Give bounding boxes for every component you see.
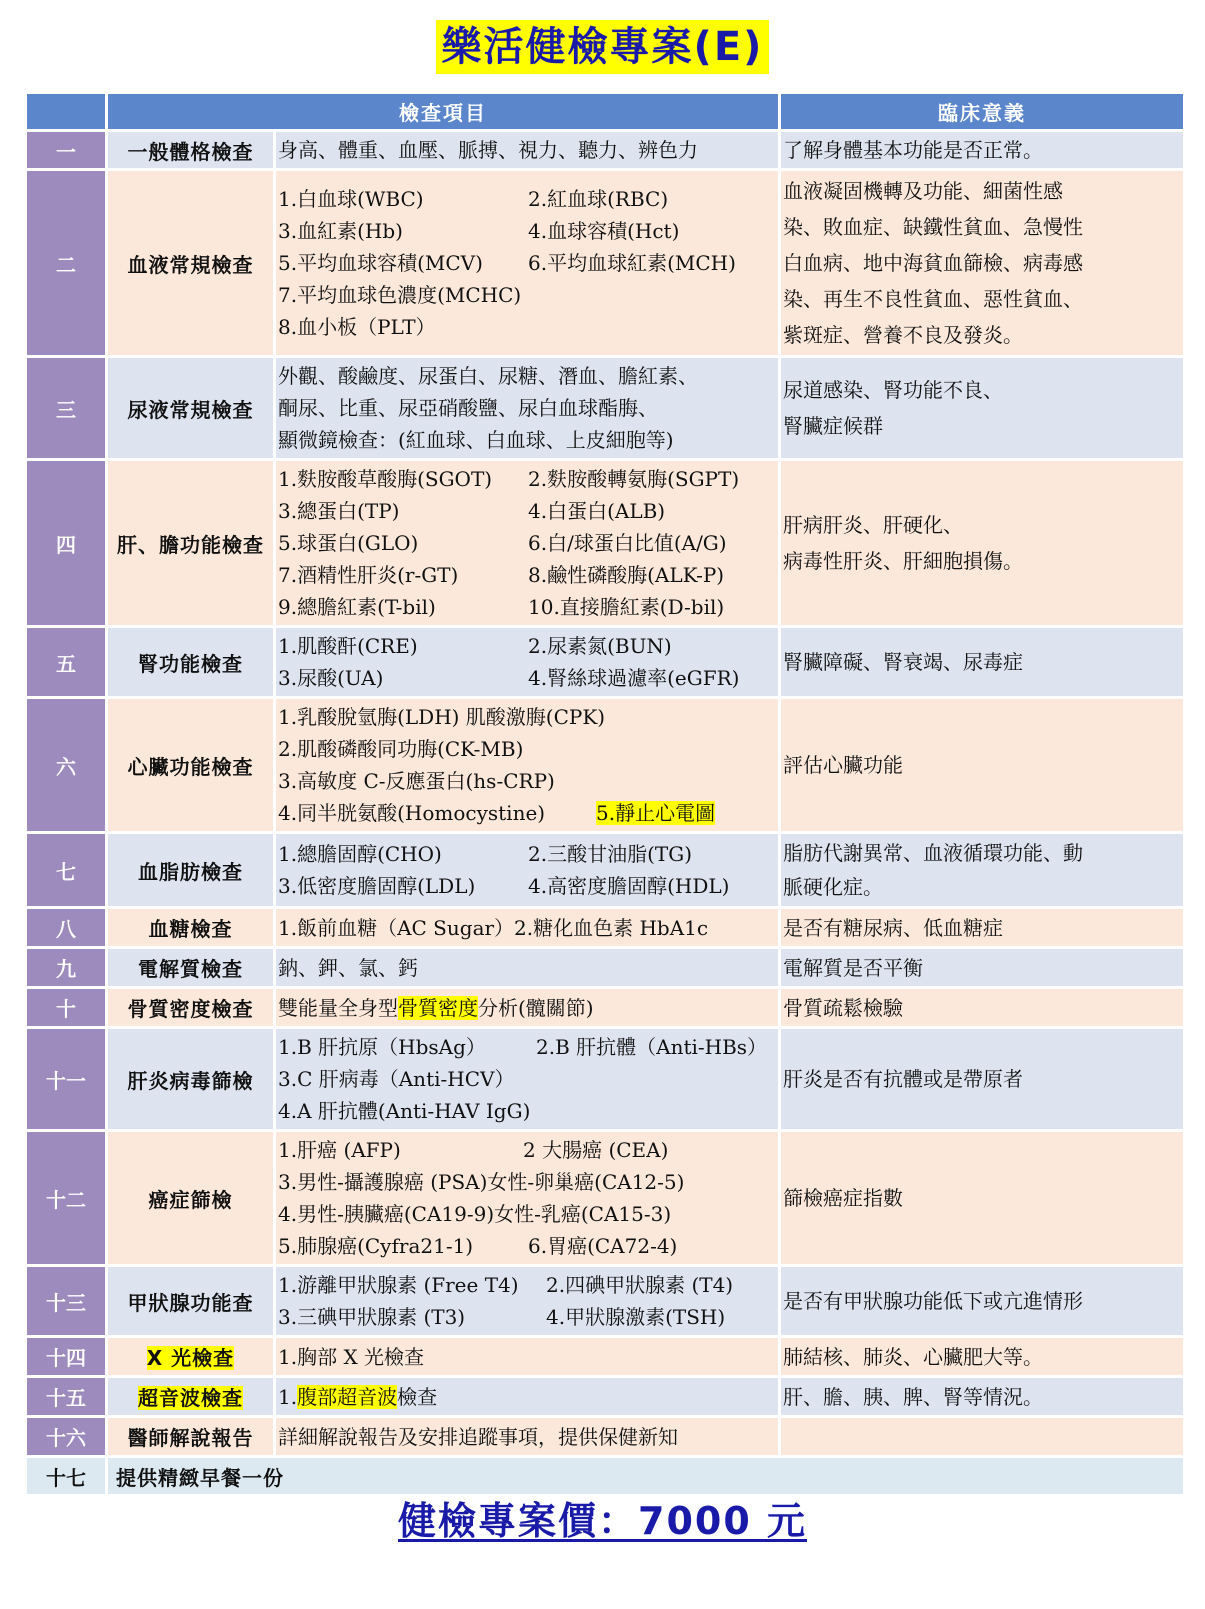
row-number: 四 xyxy=(27,461,105,625)
meaning-line: 是否有糖尿病、低血糖症 xyxy=(783,915,1003,940)
row-items xyxy=(276,1029,778,1129)
page-title: 樂活健檢專案(E) xyxy=(436,20,770,74)
table-row xyxy=(27,171,1183,355)
item-line: 1.總膽固醇(CHO) 2.三酸甘油脂(TG) xyxy=(278,842,693,866)
table-row xyxy=(27,1132,1183,1264)
row-meaning xyxy=(781,834,1183,906)
item-line: 4.同半胱氨酸(Homocystine) 5.靜止心電圖 xyxy=(278,801,716,825)
row-number: 九 xyxy=(27,949,105,986)
table-row xyxy=(27,1458,1183,1494)
row-items xyxy=(276,132,778,168)
item-line: 詳細解說報告及安排追蹤事項，提供保健新知 xyxy=(278,1424,678,1449)
meaning-line: 尿道感染、腎功能不良、 xyxy=(783,378,1003,402)
item-line: 7.平均血球色濃度(MCHC) xyxy=(278,283,522,307)
item-line: 1.乳酸脫氫脢(LDH) 肌酸激脢(CPK) xyxy=(278,705,606,729)
row-items xyxy=(276,1338,778,1375)
row-items xyxy=(276,699,778,831)
item-line: 身高、體重、血壓、脈搏、視力、聽力、辨色力 xyxy=(278,138,698,162)
item-line: 外觀、酸鹼度、尿蛋白、尿糖、潛血、膽紅素、 xyxy=(278,364,698,388)
meaning-line: 病毒性肝炎、肝細胞損傷。 xyxy=(783,549,1023,573)
item-line: 1.肌酸酐(CRE) 2.尿素氮(BUN) xyxy=(278,634,672,658)
row-items xyxy=(276,834,778,906)
table-row xyxy=(27,132,1183,168)
row-category: 電解質檢查 xyxy=(108,949,273,986)
row-category: 癌症篩檢 xyxy=(108,1132,273,1264)
package-price: 健檢專案價：7000 元 xyxy=(398,1499,807,1543)
table-row xyxy=(27,628,1183,696)
row-number: 十一 xyxy=(27,1029,105,1129)
item-line: 8.血小板（PLT） xyxy=(278,315,436,339)
row-category: 醫師解說報告 xyxy=(108,1418,273,1455)
row-number: 十四 xyxy=(27,1338,105,1375)
row-items xyxy=(276,171,778,355)
meaning-line: 腎臟障礙、腎衰竭、尿毒症 xyxy=(783,650,1023,674)
row-items xyxy=(276,949,778,986)
meaning-line: 肺結核、肺炎、心臟肥大等。 xyxy=(783,1344,1043,1369)
row-meaning xyxy=(781,949,1183,986)
row-number: 十五 xyxy=(27,1378,105,1415)
item-line: 4.A 肝抗體(Anti-HAV IgG) xyxy=(278,1099,531,1123)
row-meaning xyxy=(781,699,1183,831)
meaning-line: 血液凝固機轉及功能、細菌性感 xyxy=(783,179,1063,203)
row-items xyxy=(276,1132,778,1264)
row-category: 肝炎病毒篩檢 xyxy=(108,1029,273,1129)
row-number: 三 xyxy=(27,358,105,458)
row-meaning xyxy=(781,461,1183,625)
item-line: 鈉、鉀、氯、鈣 xyxy=(278,955,418,980)
item-line: 1.腹部超音波檢查 xyxy=(278,1384,438,1409)
highlighted-category: 超音波檢查 xyxy=(138,1386,243,1410)
highlighted-category: X 光檢查 xyxy=(146,1346,235,1370)
meaning-line: 紫斑症、營養不良及發炎。 xyxy=(783,323,1023,347)
table-row xyxy=(27,834,1183,906)
row-meaning xyxy=(781,1378,1183,1415)
table-row xyxy=(27,1029,1183,1129)
meaning-line: 染、敗血症、缺鐵性貧血、急慢性 xyxy=(783,215,1083,239)
item-line: 3.總蛋白(TP) 4.白蛋白(ALB) xyxy=(278,499,666,523)
meaning-line: 白血病、地中海貧血篩檢、病毒感 xyxy=(783,251,1083,275)
item-line: 4.男性-胰臟癌(CA19-9)女性-乳癌(CA15-3) xyxy=(278,1202,672,1226)
item-line: 3.低密度膽固醇(LDL) 4.高密度膽固醇(HDL) xyxy=(278,874,730,898)
item-line: 雙能量全身型骨質密度分析(髖關節) xyxy=(278,995,594,1020)
row-number: 五 xyxy=(27,628,105,696)
meaning-line: 篩檢癌症指數 xyxy=(783,1186,903,1210)
row-items xyxy=(276,358,778,458)
row-meaning xyxy=(781,358,1183,458)
row-number: 七 xyxy=(27,834,105,906)
row-category: 甲狀腺功能查 xyxy=(108,1267,273,1335)
item-line: 1.飯前血糖（AC Sugar）2.糖化血色素 HbA1c xyxy=(278,915,709,940)
table-row xyxy=(27,1267,1183,1335)
row-number: 十 xyxy=(27,989,105,1026)
table-row xyxy=(27,1378,1183,1415)
item-line: 3.男性-攝護腺癌 (PSA)女性-卵巢癌(CA12-5) xyxy=(278,1170,685,1194)
item-line: 2.肌酸磷酸同功脢(CK-MB) xyxy=(278,737,524,761)
row-number: 十三 xyxy=(27,1267,105,1335)
table-row xyxy=(27,358,1183,458)
table-row xyxy=(27,1418,1183,1455)
row-number: 十六 xyxy=(27,1418,105,1455)
item-line: 1.白血球(WBC) 2.紅血球(RBC) xyxy=(278,187,669,211)
row-meaning xyxy=(781,989,1183,1026)
row-meaning xyxy=(781,1418,1183,1455)
row-number: 十七 xyxy=(27,1458,105,1494)
item-line: 1.麩胺酸草酸脢(SGOT) 2.麩胺酸轉氨脢(SGPT) xyxy=(278,467,740,491)
meaning-line: 肝、膽、胰、脾、腎等情況。 xyxy=(783,1384,1043,1409)
row-number: 六 xyxy=(27,699,105,831)
row-meaning xyxy=(781,1267,1183,1335)
row-meaning xyxy=(781,628,1183,696)
item-line: 3.三碘甲狀腺素 (T3) 4.甲狀腺激素(TSH) xyxy=(278,1305,726,1329)
row-number: 一 xyxy=(27,132,105,168)
row-category: 尿液常規檢查 xyxy=(108,358,273,458)
row-meaning xyxy=(781,909,1183,946)
table-row xyxy=(27,909,1183,946)
row-number: 十二 xyxy=(27,1132,105,1264)
row-category: 血脂肪檢查 xyxy=(108,834,273,906)
row-items xyxy=(276,1418,778,1455)
item-line: 7.酒精性肝炎(r-GT) 8.鹼性磷酸脢(ALK-P) xyxy=(278,563,725,587)
highlighted-item: 5.靜止心電圖 xyxy=(596,801,716,825)
row-meaning xyxy=(781,1338,1183,1375)
row-category: 腎功能檢查 xyxy=(108,628,273,696)
checkup-table xyxy=(24,91,1186,1497)
row-meaning xyxy=(781,1029,1183,1129)
meaning-line: 腎臟症候群 xyxy=(783,414,883,438)
meaning-line: 骨質疏鬆檢驗 xyxy=(783,995,903,1020)
meaning-line: 肝病肝炎、肝硬化、 xyxy=(783,513,963,537)
highlighted-item: 骨質密度 xyxy=(398,995,478,1020)
table-row xyxy=(27,699,1183,831)
row-items xyxy=(276,461,778,625)
item-line: 3.血紅素(Hb) 4.血球容積(Hct) xyxy=(278,219,680,243)
table-row xyxy=(27,461,1183,625)
row-category: 一般體格檢查 xyxy=(108,132,273,168)
item-line: 1.游離甲狀腺素 (Free T4) 2.四碘甲狀腺素 (T4) xyxy=(278,1273,734,1297)
item-line: 5.平均血球容積(MCV) 6.平均血球紅素(MCH) xyxy=(278,251,736,275)
item-line: 酮尿、比重、尿亞硝酸鹽、尿白血球酯脢、 xyxy=(278,396,658,420)
table-header xyxy=(27,94,1183,129)
item-line: 3.尿酸(UA) 4.腎絲球過濾率(eGFR) xyxy=(278,666,740,690)
row-items xyxy=(276,1378,778,1415)
table-row xyxy=(27,1338,1183,1375)
row-items xyxy=(276,628,778,696)
meaning-line: 電解質是否平衡 xyxy=(783,955,923,980)
item-line: 顯微鏡檢查：(紅血球、白血球、上皮細胞等) xyxy=(278,428,674,452)
row-items xyxy=(276,909,778,946)
header-meaning: 臨床意義 xyxy=(781,94,1183,129)
meaning-line: 了解身體基本功能是否正常。 xyxy=(783,138,1043,162)
row-category: 血糖檢查 xyxy=(108,909,273,946)
header-blank xyxy=(27,94,105,129)
item-line: 1.B 肝抗原（HbsAg） 2.B 肝抗體（Anti-HBs） xyxy=(278,1035,768,1059)
meaning-line: 肝炎是否有抗體或是帶原者 xyxy=(783,1067,1023,1091)
item-line: 1.胸部 X 光檢查 xyxy=(278,1344,425,1369)
item-line: 5.肺腺癌(Cyfra21-1) 6.胃癌(CA72-4) xyxy=(278,1234,678,1258)
item-line: 9.總膽紅素(T-bil) 10.直接膽紅素(D-bil) xyxy=(278,595,725,619)
row-items xyxy=(276,989,778,1026)
row-category: 提供精緻早餐一份 xyxy=(108,1458,1183,1494)
meaning-line: 是否有甲狀腺功能低下或亢進情形 xyxy=(783,1289,1083,1313)
row-category: 肝、膽功能檢查 xyxy=(108,461,273,625)
highlighted-item: 腹部超音波 xyxy=(297,1384,398,1409)
item-line: 5.球蛋白(GLO) 6.白/球蛋白比值(A/G) xyxy=(278,531,727,555)
row-category xyxy=(108,1378,273,1415)
row-items xyxy=(276,1267,778,1335)
meaning-line: 評估心臟功能 xyxy=(783,753,903,777)
item-line: 3.高敏度 C-反應蛋白(hs-CRP) xyxy=(278,769,555,793)
row-number: 八 xyxy=(27,909,105,946)
item-line: 1.肝癌 (AFP) 2 大腸癌 (CEA) xyxy=(278,1138,669,1162)
row-category xyxy=(108,1338,273,1375)
table-row xyxy=(27,989,1183,1026)
header-items: 檢查項目 xyxy=(108,94,778,129)
meaning-line: 染、再生不良性貧血、惡性貧血、 xyxy=(783,287,1083,311)
row-meaning xyxy=(781,132,1183,168)
row-meaning xyxy=(781,171,1183,355)
meaning-line: 脈硬化症。 xyxy=(783,875,883,899)
row-number: 二 xyxy=(27,171,105,355)
row-category: 血液常規檢查 xyxy=(108,171,273,355)
row-category: 骨質密度檢查 xyxy=(108,989,273,1026)
row-meaning xyxy=(781,1132,1183,1264)
table-row xyxy=(27,949,1183,986)
meaning-line: 脂肪代謝異常、血液循環功能、動 xyxy=(783,841,1083,865)
row-category: 心臟功能檢查 xyxy=(108,699,273,831)
item-line: 3.C 肝病毒（Anti-HCV） xyxy=(278,1067,515,1091)
